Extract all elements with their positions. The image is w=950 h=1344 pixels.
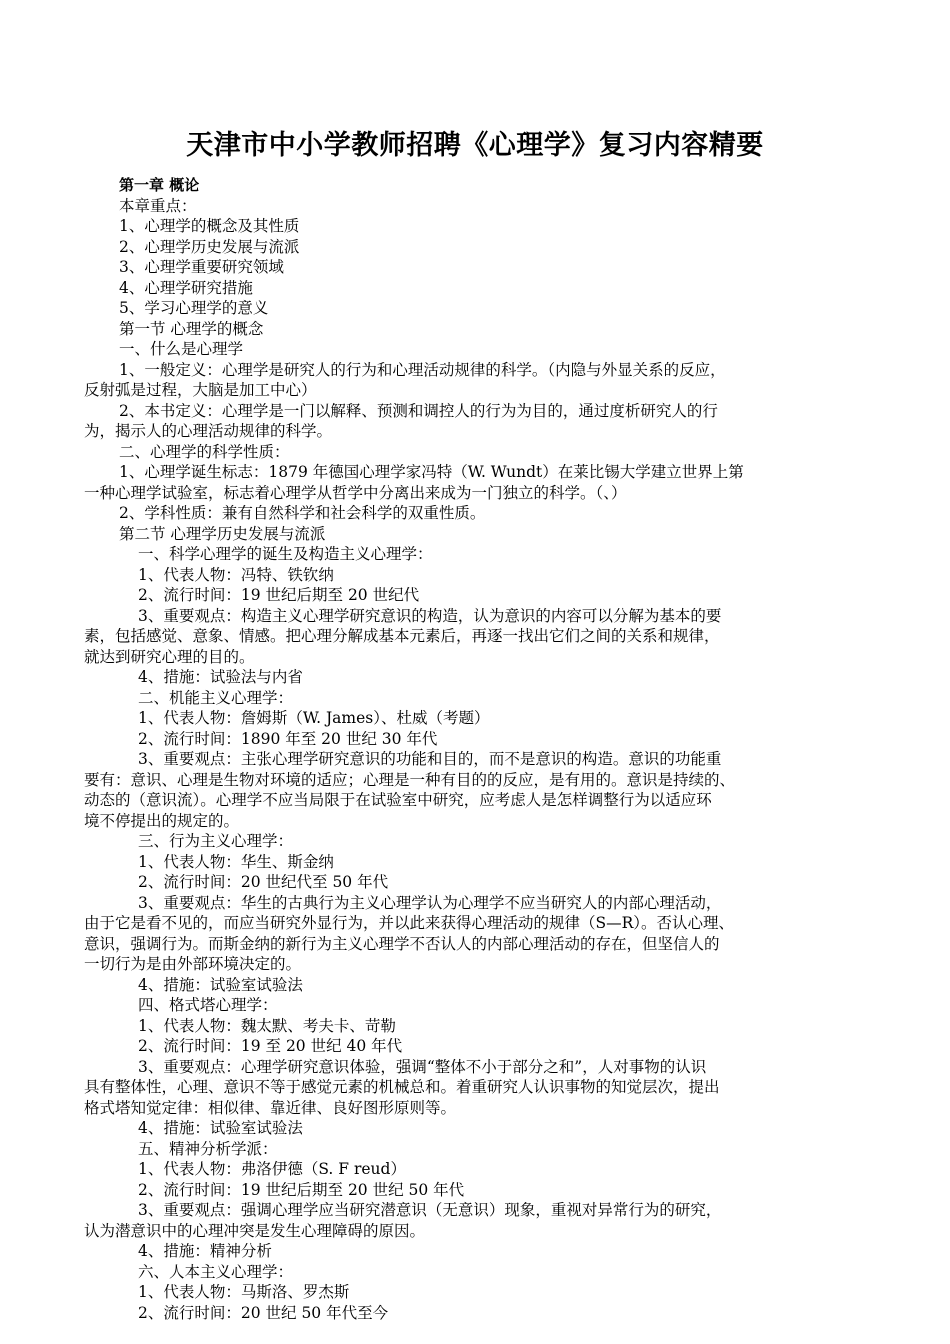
text-line: 4、措施：精神分析 [138, 1242, 272, 1260]
text-line: 3、重要观点：心理学研究意识体验，强调“整体不小于部分之和”，人对事物的认识 [138, 1057, 707, 1076]
chapter-heading: 第一章 概论 [119, 176, 200, 194]
text-line: 一种心理学试验室，标志着心理学从哲学中分离出来成为一门独立的科学。（、） [84, 483, 627, 502]
text-line: 4、措施：试验室试验法 [138, 975, 303, 994]
text-line: 2、本书定义：心理学是一门以解释、预测和调控人的行为为目的，通过度析研究人的行 [119, 401, 718, 420]
text-line: 具有整体性，心理、意识不等于感觉元素的机械总和。着重研究人认识事物的知觉层次，提出 [84, 1078, 720, 1096]
text-line: 由于它是看不见的，而应当研究外显行为，并以此来获得心理活动的规律（S—R）。否认心理、 [84, 914, 735, 932]
text-line: 1、代表人物：冯特、铁钦纳 [138, 565, 334, 584]
text-line: 1、心理学诞生标志：1879 年德国心理学家冯特（W. Wundt）在莱比锡大学建立世界上第 [119, 463, 744, 481]
text-line: 3、重要观点：华生的古典行为主义心理学认为心理学不应当研究人的内部心理活动， [138, 893, 722, 912]
text-line: 4、措施：试验法与内省 [138, 668, 303, 686]
text-line: 4、心理学研究措施 [119, 278, 253, 297]
text-line: 意识，强调行为。而斯金纳的新行为主义心理学不否认人的内部心理活动的存在，但坚信人的 [84, 934, 720, 953]
text-line: 第一节 心理学的概念 [119, 319, 264, 338]
text-line: 2、流行时间：1890 年至 20 世纪 30 年代 [138, 729, 438, 748]
text-line: 1、代表人物：詹姆斯（W. James）、杜威（考题） [138, 709, 490, 727]
text-line: 1、一般定义：心理学是研究人的行为和心理活动规律的科学。（内隐与外显关系的反应， [119, 360, 726, 379]
text-line: 认为潜意识中的心理冲突是发生心理障碍的原因。 [84, 1221, 426, 1240]
text-line: 1、代表人物：弗洛伊德（S. F reud） [138, 1160, 406, 1178]
text-line: 3、重要观点：主张心理学研究意识的功能和目的，而不是意识的构造。意识的功能重 [138, 750, 722, 768]
text-line: 一、科学心理学的诞生及构造主义心理学： [138, 545, 433, 563]
text-line: 二、机能主义心理学： [138, 688, 294, 707]
text-line: 3、重要观点：构造主义心理学研究意识的构造，认为意识的内容可以分解为基本的要 [138, 606, 722, 625]
text-line: 2、流行时间：19 世纪后期至 20 世纪代 [138, 586, 420, 604]
text-line: 2、学科性质：兼有自然科学和社会科学的双重性质。 [119, 504, 486, 522]
text-line: 动态的（意识流）。心理学不应当局限于在试验室中研究，应考虑人是怎样调整行为以适应环 [84, 791, 712, 809]
text-line: 就达到研究心理的目的。 [84, 647, 255, 666]
text-line: 第二节 心理学历史发展与流派 [119, 524, 326, 543]
text-line: 2、流行时间：19 至 20 世纪 40 年代 [138, 1037, 403, 1055]
text-line: 反射弧是过程，大脑是加工中心） [84, 381, 317, 399]
text-line: 三、行为主义心理学： [138, 832, 294, 850]
text-line: 2、流行时间：20 世纪代至 50 年代 [138, 873, 389, 891]
text-line: 格式塔知觉定律：相似律、靠近律、良好图形原则等。 [84, 1098, 457, 1117]
text-line: 2、心理学历史发展与流派 [119, 237, 300, 256]
text-line: 素，包括感觉、意象、情感。把心理分解成基本元素后，再逐一找出它们之间的关系和规律， [84, 627, 720, 645]
text-line: 五、精神分析学派： [138, 1139, 278, 1158]
text-line: 四、格式塔心理学： [138, 996, 278, 1014]
text-line: 3、心理学重要研究领域 [119, 258, 284, 276]
text-line: 一切行为是由外部环境决定的。 [84, 955, 302, 973]
text-line: 1、代表人物：华生、斯金纳 [138, 852, 334, 871]
text-line: 3、重要观点：强调心理学应当研究潜意识（无意识）现象，重视对异常行为的研究， [138, 1201, 722, 1219]
text-line: 2、流行时间：20 世纪 50 年代至今 [138, 1303, 389, 1322]
text-line: 1、代表人物：魏太默、考夫卡、苛勒 [138, 1016, 396, 1035]
text-line: 要有：意识、心理是生物对环境的适应；心理是一种有目的的反应，是有用的。意识是持续的、 [84, 770, 736, 789]
text-line: 为，揭示人的心理活动规律的科学。 [84, 422, 333, 440]
document-title: 天津市中小学教师招聘《心理学》复习内容精要 [186, 130, 764, 161]
text-line: 5、学习心理学的意义 [119, 299, 269, 317]
text-line: 1、代表人物：马斯洛、罗杰斯 [138, 1283, 350, 1301]
text-line: 二、心理学的科学性质： [119, 442, 290, 461]
text-line: 一、什么是心理学 [119, 340, 244, 358]
text-line: 4、措施：试验室试验法 [138, 1119, 303, 1137]
text-line: 1、心理学的概念及其性质 [119, 217, 300, 235]
text-line: 六、人本主义心理学： [138, 1262, 294, 1281]
text-line: 境不停提出的规定的。 [84, 811, 240, 830]
document-body [84, 175, 868, 1323]
text-line: 本章重点： [119, 196, 197, 215]
text-line: 2、流行时间：19 世纪后期至 20 世纪 50 年代 [138, 1180, 465, 1199]
